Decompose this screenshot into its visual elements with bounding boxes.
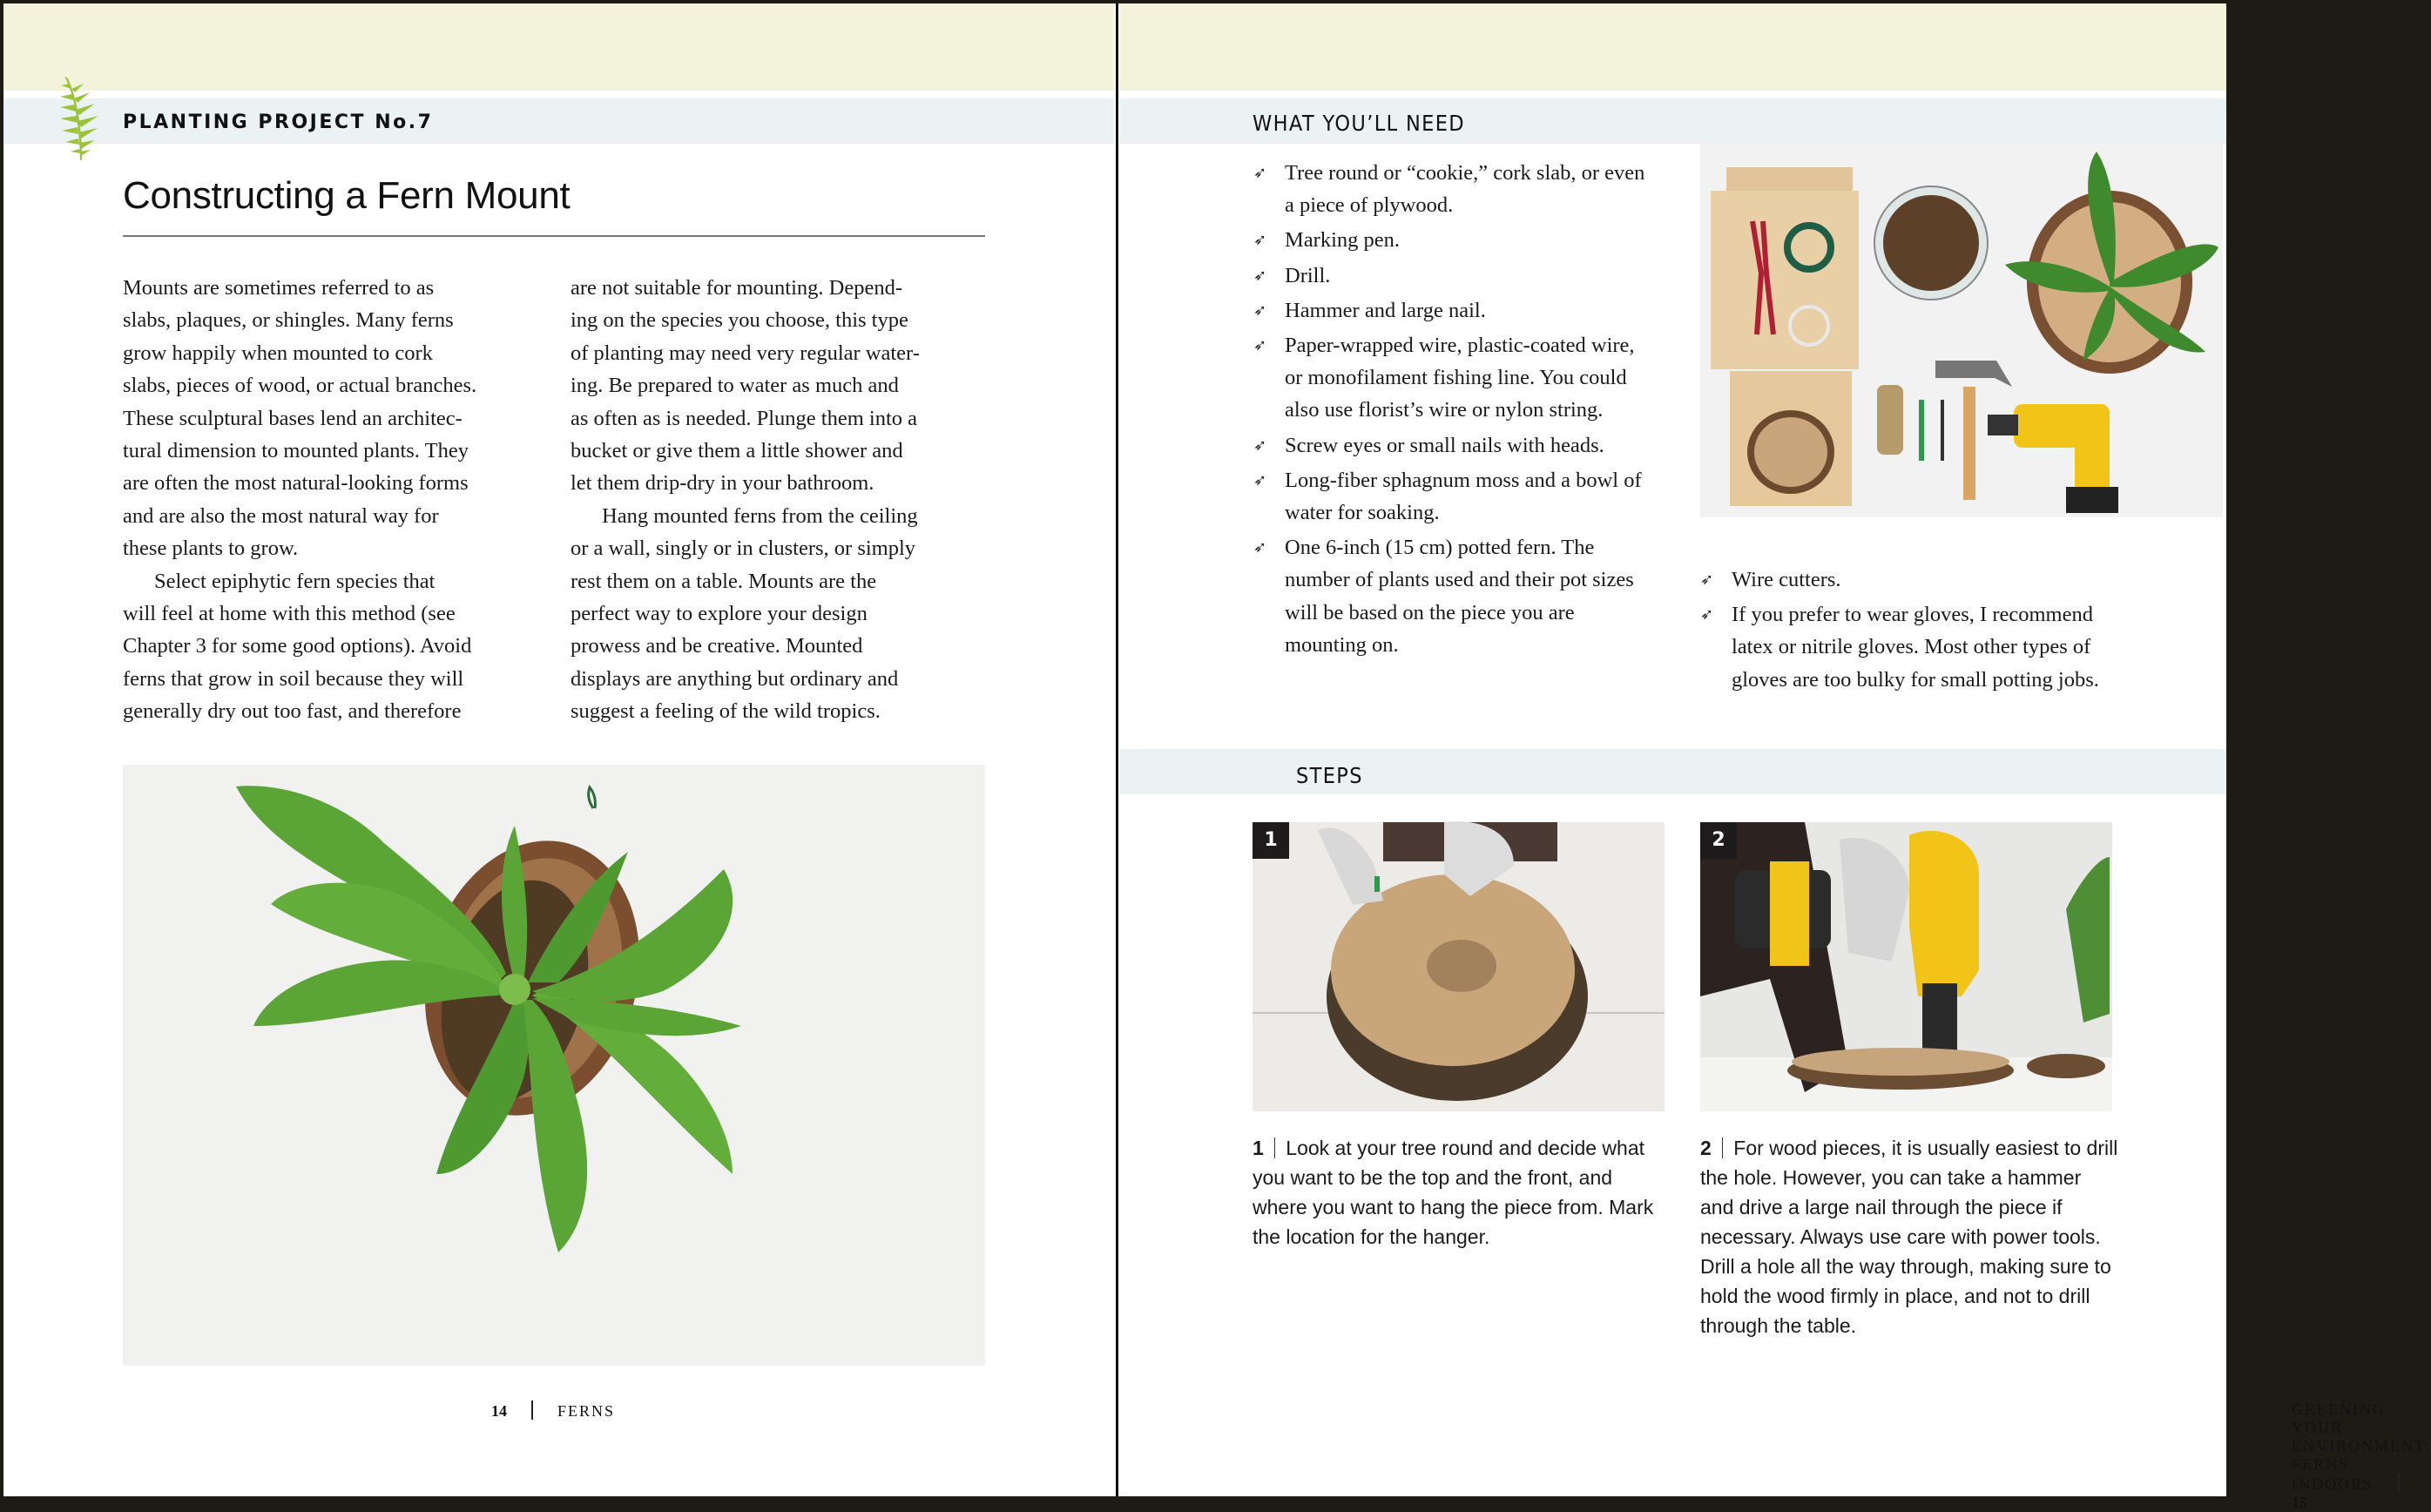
text-line: perfect way to explore your design [571, 602, 868, 626]
title-divider [123, 235, 985, 237]
material-item [1253, 294, 1654, 327]
material-item [1700, 564, 2110, 596]
body-paragraph [571, 500, 1006, 728]
text-line: will feel at home with this method (see [123, 602, 456, 626]
left-page [3, 3, 1114, 1496]
text-line: these plants to grow. [123, 537, 299, 561]
material-item [1253, 157, 1654, 221]
step-text: Look at your tree round and decide what you want to be the top and the front, and where you want to hang the piece from. Mark the location for the hanger. [1253, 1137, 1654, 1248]
text-line: ing on the species you choose, this type [571, 308, 908, 333]
steps-heading: STEPS [1296, 763, 1363, 788]
step-number: 1 [1253, 1137, 1264, 1159]
text-line: Mounts are sometimes referred to as [123, 276, 435, 300]
right-page-footer [2292, 1401, 2431, 1512]
text-line: are often the most natural-looking forms [123, 471, 469, 496]
step-separator [1722, 1137, 1724, 1158]
project-kicker: PLANTING PROJECT No.7 [123, 111, 434, 133]
feather-arrow-bullet-icon: ➶ [1700, 605, 1712, 624]
feather-arrow-bullet-icon: ➶ [1253, 435, 1265, 454]
text-line: Hang mounted ferns from the ceiling [602, 503, 918, 528]
text-line: ferns that grow in soil because they will [123, 666, 464, 691]
step-number: 2 [1700, 1137, 1712, 1159]
text-line: bucket or give them a little shower and [571, 439, 903, 463]
material-item-text: Tree round or “cookie,” cork slab, or even a piece of plywood. [1285, 161, 1645, 218]
step-1-illustration [1253, 822, 1665, 1111]
step-2-photo [1700, 822, 2112, 1111]
text-line: These sculptural bases lend an architec- [123, 406, 463, 430]
text-line: as often as is needed. Plunge them into a [571, 406, 918, 430]
feather-arrow-bullet-icon: ➶ [1700, 570, 1712, 588]
footer-separator [531, 1401, 533, 1420]
material-item [1253, 464, 1654, 529]
text-line: generally dry out too fast, and therefore [123, 699, 462, 724]
fern-mount-photo [123, 765, 985, 1366]
text-line: rest them on a table. Mounts are the [571, 569, 877, 593]
feather-arrow-bullet-icon: ➶ [1253, 538, 1265, 557]
what-youll-need-heading: WHAT YOU’LL NEED [1253, 111, 1465, 136]
step-number-badge: 1 [1253, 822, 1289, 859]
text-line: ing. Be prepared to water as much and [571, 374, 899, 398]
left-page-footer [491, 1401, 615, 1421]
feather-arrow-bullet-icon: ➶ [1253, 470, 1265, 489]
top-color-band [3, 3, 1114, 91]
material-item [1253, 260, 1654, 292]
text-line: Chapter 3 for some good options). Avoid [123, 634, 472, 658]
material-item-text: One 6-inch (15 cm) potted fern. The number of plants used and their pot sizes will be based on the piece you are mounting on. [1285, 536, 1634, 657]
materials-list [1253, 157, 1654, 664]
materials-illustration [1700, 143, 2223, 517]
text-line: let them drip-dry in your bathroom. [571, 471, 874, 496]
page-title: Constructing a Fern Mount [123, 174, 571, 217]
material-item-text: Wire cutters. [1732, 568, 1841, 591]
text-line: suggest a feeling of the wild tropics. [571, 699, 881, 724]
step-1-instruction [1253, 1133, 1671, 1252]
material-item-text: Screw eyes or small nails with heads. [1285, 433, 1604, 457]
material-item [1253, 531, 1654, 661]
body-column-2 [571, 272, 1006, 728]
steps-band [1120, 749, 2226, 794]
feather-arrow-bullet-icon: ➶ [1253, 266, 1265, 284]
step-2-instruction [1700, 1133, 2118, 1340]
step-2-illustration [1700, 822, 2112, 1111]
page-number: 15 [2292, 1494, 2307, 1511]
material-item-text: Paper-wrapped wire, plastic-coated wire, or monofilament fishing line. You could also use florist’s wire or nylon string. [1285, 334, 1635, 422]
right-page [1120, 3, 2431, 1511]
fern-mount-illustration [123, 765, 985, 1366]
body-paragraph [123, 565, 558, 728]
running-footer: GREENING YOUR ENVIRONMENT: FERNS INDOORS [2292, 1401, 2431, 1493]
book-spread [3, 3, 2431, 1511]
step-text: For wood pieces, it is usually easiest to drill the hole. However, you can take a hammer and drive a large nail through the piece if necessary. Always use care with power tools. Drill a hole all the way through, making sure to hold the wood firmly in place, and not to drill through the table. [1700, 1137, 2118, 1337]
body-paragraph [571, 272, 1006, 500]
feather-arrow-bullet-icon: ➶ [1253, 300, 1265, 319]
step-number-badge: 2 [1700, 822, 1737, 859]
text-line: of planting may need very regular water- [571, 341, 920, 365]
feather-arrow-bullet-icon: ➶ [1253, 164, 1265, 181]
material-item-text: Marking pen. [1285, 228, 1400, 253]
text-line: and are also the most natural way for [123, 503, 439, 528]
step-separator [1274, 1137, 1276, 1158]
materials-list-continued [1700, 564, 2110, 699]
text-line: or a wall, singly or in clusters, or simply [571, 537, 916, 561]
text-line: displays are anything but ordinary and [571, 666, 899, 691]
footer-separator [2398, 1474, 2400, 1493]
page-gutter [1116, 3, 1118, 1496]
material-item-text: Drill. [1285, 263, 1331, 287]
material-item [1253, 329, 1654, 427]
feather-arrow-bullet-icon: ➶ [1253, 336, 1265, 354]
text-line: Select epiphytic fern species that [154, 569, 436, 593]
top-color-band [1120, 3, 2226, 91]
material-item [1253, 429, 1654, 462]
material-item [1700, 598, 2110, 696]
material-item-text: Hammer and large nail. [1285, 298, 1486, 322]
feather-arrow-bullet-icon: ➶ [1253, 231, 1265, 249]
material-item [1253, 224, 1654, 256]
text-line: tural dimension to mounted plants. They [123, 439, 469, 463]
material-item-text: If you prefer to wear gloves, I recommend latex or nitrile gloves. Most other types of gloves are too bulky for small potting jobs. [1732, 603, 2099, 692]
text-line: are not suitable for mounting. Depend- [571, 276, 903, 300]
step-1-photo [1253, 822, 1665, 1111]
body-paragraph [123, 272, 558, 565]
page-number: 14 [491, 1402, 507, 1420]
material-item-text: Long-fiber sphagnum moss and a bowl of water for soaking. [1285, 468, 1642, 525]
materials-photo [1700, 143, 2223, 517]
fern-leaf-icon [57, 75, 103, 162]
body-column-1 [123, 272, 558, 728]
text-line: grow happily when mounted to cork [123, 341, 433, 365]
text-line: slabs, plaques, or shingles. Many ferns [123, 308, 454, 333]
text-line: prowess and be creative. Mounted [571, 634, 863, 658]
running-footer: FERNS [557, 1402, 616, 1420]
text-line: slabs, pieces of wood, or actual branches. [123, 374, 477, 398]
